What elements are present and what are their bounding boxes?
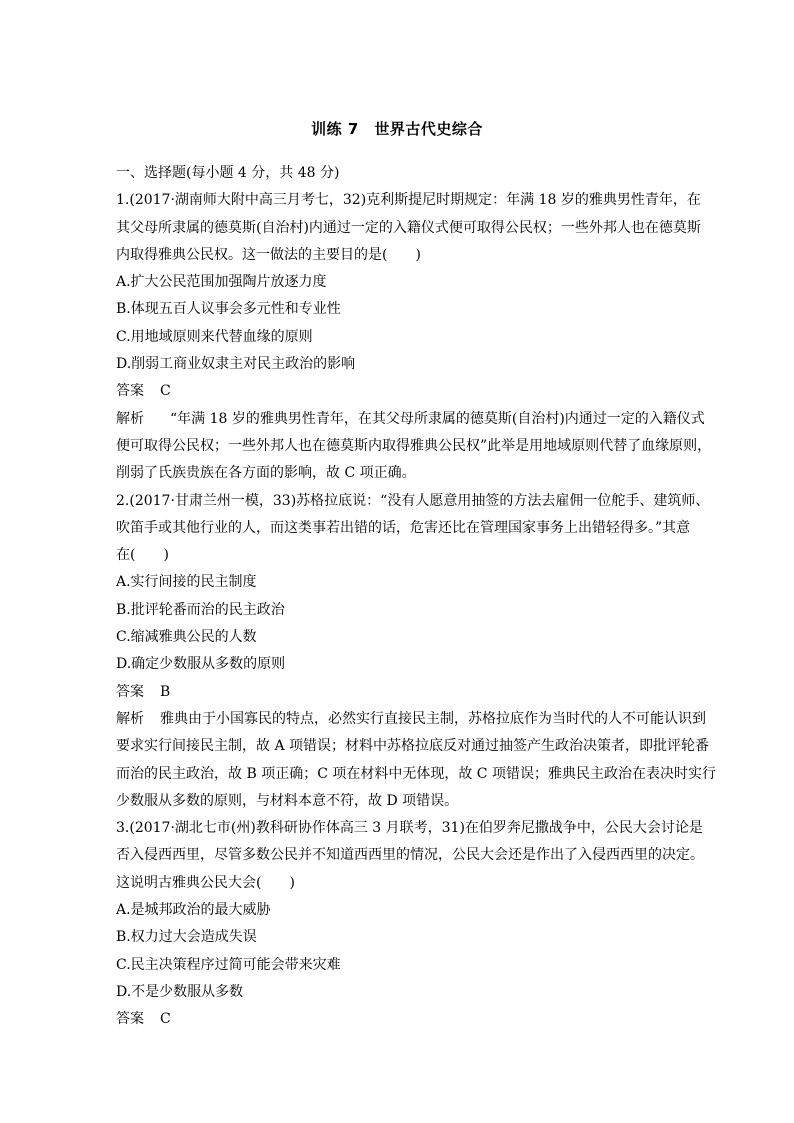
analysis-line: 削弱了氏族贵族在各方面的影响，故 C 项正确。 xyxy=(116,465,416,482)
answer-label: 答案 xyxy=(116,683,144,700)
analysis-line: 要求实行间接民主制，故 A 项错误；材料中苏格拉底反对通过抽签产生政治决策者，即批评轮番 xyxy=(116,738,710,755)
option-a: A.实行间接的民主制度 xyxy=(116,574,257,591)
question-text-line: 吹笛手或其他行业的人，而这类事若出错的话，危害还比在管理国家事务上出错轻得多。”其意 xyxy=(116,519,691,536)
question-text-line: 其父母所隶属的德莫斯(自治村)内通过一定的入籍仪式便可取得公民权；一些外邦人也在德莫斯 xyxy=(116,219,701,236)
question-text-line: 2.(2017·甘肃兰州一模，33)苏格拉底说：“没有人愿意用抽签的方法去雇佣一位舵手、建筑师、 xyxy=(116,492,710,509)
option-c: C.用地域原则来代替血缘的原则 xyxy=(116,328,313,345)
section-heading: 一、选择题(每小题 4 分，共 48 分) xyxy=(116,165,340,181)
analysis-line: 便可取得公民权；一些外邦人也在德莫斯内取得雅典公民权”此举是用地域原则代替了血缘原则， xyxy=(116,437,712,454)
question-text-line: 3.(2017·湖北七市(州)教科研协作体高三 3 月联考，31)在伯罗奔尼撒战争中，公民大会讨论是 xyxy=(116,820,703,837)
content-body xyxy=(116,160,716,1034)
analysis-line: 少数服从多数的原则，与材料本意不符，故 D 项错误。 xyxy=(116,792,459,809)
answer-line xyxy=(116,679,684,706)
answer-value: B xyxy=(160,683,171,700)
answer-value: C xyxy=(160,383,171,400)
option-a: A.扩大公民范围加强陶片放逐力度 xyxy=(116,274,327,291)
answer-label: 答案 xyxy=(116,1011,144,1028)
option-d: D.不是少数服从多数 xyxy=(116,983,244,1000)
analysis-line xyxy=(116,406,705,433)
option-b: B.体现五百人议事会多元性和专业性 xyxy=(116,301,341,318)
question-text-line: 这说明古雅典公民大会( ) xyxy=(116,874,295,891)
option-a: A.是城邦政治的最大威胁 xyxy=(116,902,271,919)
question-3 xyxy=(116,815,704,1033)
option-b: B.权力过大会造成失误 xyxy=(116,929,257,946)
analysis-label: 解析 xyxy=(116,410,144,427)
analysis-label: 解析 xyxy=(116,710,144,727)
question-2 xyxy=(116,488,716,816)
analysis-text: 雅典由于小国寡民的特点，必然实行直接民主制，苏格拉底作为当时代的人不可能认识到 xyxy=(160,710,706,727)
analysis-line: 而治的民主政治，故 B 项正确；C 项在材料中无体现，故 C 项错误；雅典民主政治在表决时实行 xyxy=(116,765,716,782)
question-text-line: 否入侵西西里，尽管多数公民并不知道西西里的情况，公民大会还是作出了入侵西西里的决定。 xyxy=(116,847,704,864)
answer-line xyxy=(116,1006,684,1033)
answer-label: 答案 xyxy=(116,383,144,400)
option-c: C.民主决策程序过简可能会带来灾难 xyxy=(116,956,341,973)
analysis-line xyxy=(116,706,706,733)
analysis-text: “年满 18 岁的雅典男性青年，在其父母所隶属的德莫斯(自治村)内通过一定的入籍仪式 xyxy=(170,410,705,427)
option-c: C.缩减雅典公民的人数 xyxy=(116,629,257,646)
answer-line xyxy=(116,378,684,405)
question-1 xyxy=(116,187,712,487)
option-d: D.削弱工商业奴隶主对民主政治的影响 xyxy=(116,356,356,373)
question-text-line: 在( ) xyxy=(116,547,169,564)
question-text-line: 1.(2017·湖南师大附中高三月考七，32)克利斯提尼时期规定：年满 18 岁的雅典男性青年，在 xyxy=(116,192,701,209)
page-title: 训练 7 世界古代史综合 xyxy=(311,120,483,138)
question-text-line: 内取得雅典公民权。这一做法的主要目的是( ) xyxy=(116,246,421,263)
option-b: B.批评轮番而治的民主政治 xyxy=(116,601,285,618)
answer-value: C xyxy=(160,1011,171,1028)
option-d: D.确定少数服从多数的原则 xyxy=(116,656,286,673)
